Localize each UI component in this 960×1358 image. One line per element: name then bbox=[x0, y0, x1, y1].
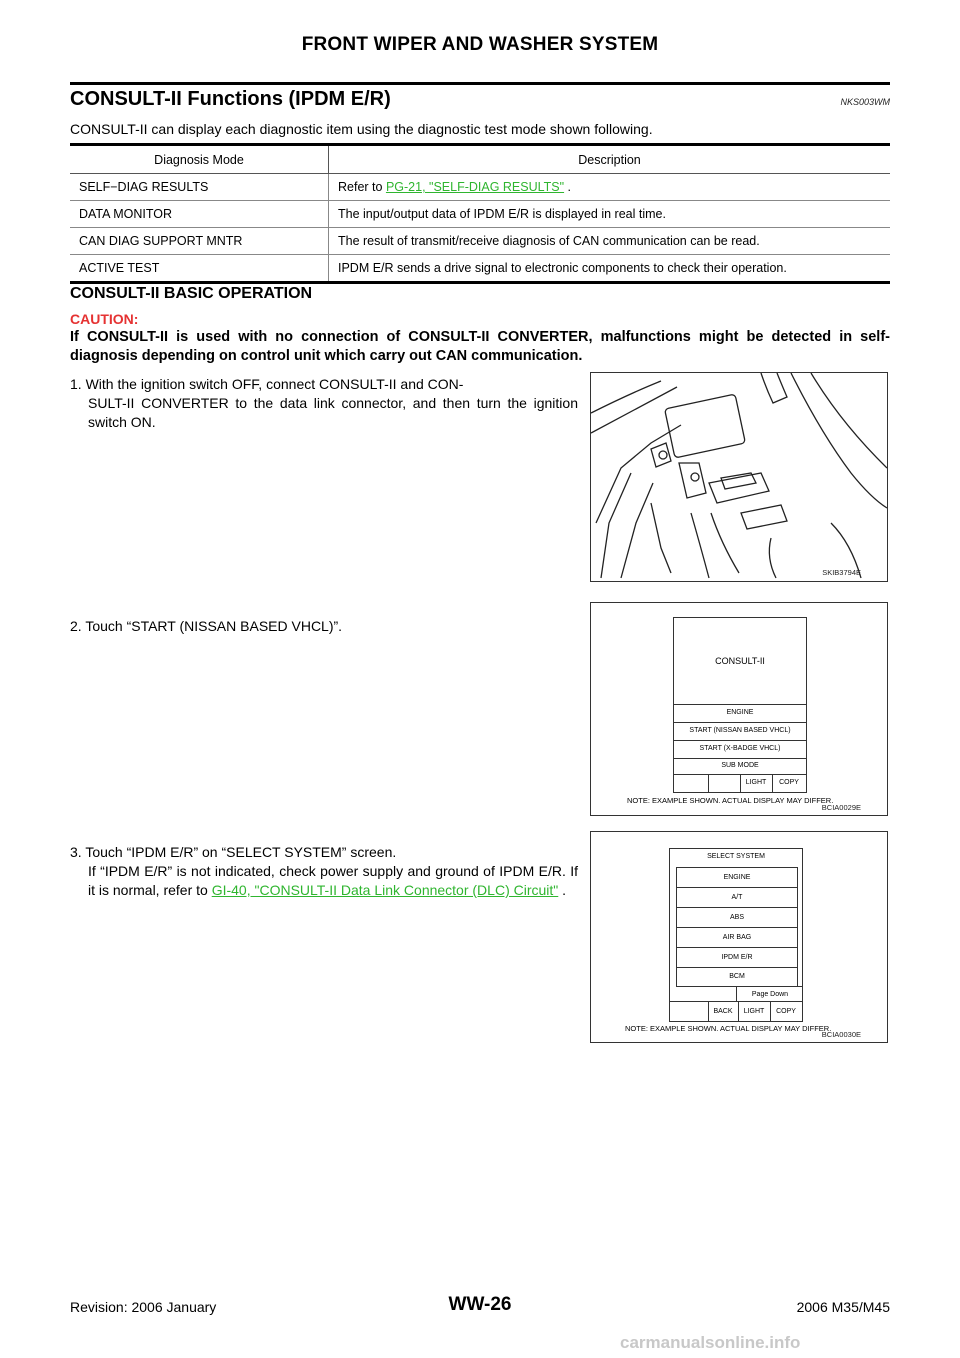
description-cell: The result of transmit/receive diagnosis of CAN communication can be read. bbox=[329, 228, 891, 255]
step-3-continuation bbox=[70, 862, 578, 900]
page-down-button[interactable]: Page Down bbox=[736, 986, 803, 1002]
header-rule bbox=[70, 82, 890, 85]
gi-40-link[interactable]: GI-40, "CONSULT-II Data Link Connector (DLC) Circuit" bbox=[211, 882, 559, 898]
system-item-abs[interactable]: ABS bbox=[677, 908, 797, 928]
table-row bbox=[70, 201, 890, 228]
basic-operation-title: CONSULT-II BASIC OPERATION bbox=[70, 285, 313, 302]
footer-model: 2006 M35/M45 bbox=[796, 1299, 890, 1315]
description-suffix: . bbox=[564, 180, 572, 194]
table-header-row bbox=[70, 145, 890, 174]
sub-mode-button[interactable]: SUB MODE bbox=[674, 758, 806, 775]
step-3-line bbox=[70, 843, 578, 862]
light-button[interactable]: LIGHT bbox=[740, 774, 773, 792]
step-text: If “IPDM E/R” is not indicated, check power supply and ground of IPDM E/R. If it is normal, refer to bbox=[88, 863, 578, 898]
step-text: With the ignition switch OFF, connect CONSULT-II and CON- bbox=[85, 376, 464, 392]
figure-data-link-connector bbox=[590, 372, 888, 582]
engine-button[interactable]: ENGINE bbox=[674, 704, 806, 723]
system-list bbox=[676, 867, 798, 987]
footer-revision: Revision: 2006 January bbox=[70, 1299, 217, 1315]
page-header-title: FRONT WIPER AND WASHER SYSTEM bbox=[301, 34, 659, 55]
figure-code: SKIB3794E bbox=[822, 568, 861, 577]
step-1-continuation: SULT-II CONVERTER to the data link connector, and then turn the ignition switch ON. bbox=[88, 395, 578, 430]
dashboard-illustration bbox=[591, 373, 887, 581]
table-row bbox=[70, 255, 890, 283]
system-item-at[interactable]: A/T bbox=[677, 888, 797, 908]
system-item-bcm[interactable]: BCM bbox=[729, 973, 745, 980]
system-item-engine[interactable]: ENGINE bbox=[677, 868, 797, 888]
start-nissan-based-vhcl-button[interactable]: START (NISSAN BASED VHCL) bbox=[674, 722, 806, 741]
watermark: carmanualsonline.info bbox=[620, 1333, 801, 1352]
step-1 bbox=[70, 375, 578, 432]
example-note: NOTE: EXAMPLE SHOWN. ACTUAL DISPLAY MAY DIFFER. bbox=[627, 796, 834, 805]
table-row bbox=[70, 228, 890, 255]
step-number: 3. bbox=[70, 844, 82, 860]
figure-code: BCIA0029E bbox=[821, 803, 861, 812]
step-2 bbox=[70, 617, 578, 636]
system-item-air-bag[interactable]: AIR BAG bbox=[677, 928, 797, 948]
example-note: NOTE: EXAMPLE SHOWN. ACTUAL DISPLAY MAY DIFFER. bbox=[625, 1024, 832, 1033]
consult-screen bbox=[673, 617, 807, 793]
mode-cell: CAN DIAG SUPPORT MNTR bbox=[70, 228, 329, 255]
copy-button[interactable]: COPY bbox=[779, 779, 799, 786]
screen-title: CONSULT-II bbox=[674, 618, 806, 705]
section-code: NKS003WM bbox=[840, 97, 890, 107]
description-text: Refer to bbox=[338, 180, 386, 194]
intro-text: CONSULT-II can display each diagnostic item using the diagnostic test mode shown following. bbox=[70, 121, 653, 137]
step-text: Touch “START (NISSAN BASED VHCL)”. bbox=[85, 618, 343, 634]
copy-button[interactable]: COPY bbox=[776, 1008, 796, 1015]
caution-text: If CONSULT-II is used with no connection of CONSULT-II CONVERTER, malfunctions might be detected in self-diagnosis depending on control unit which carry out CAN communication. bbox=[70, 329, 890, 364]
mode-cell: DATA MONITOR bbox=[70, 201, 329, 228]
figure-consult-screen bbox=[590, 602, 888, 816]
start-x-badge-vhcl-button[interactable]: START (X-BADGE VHCL) bbox=[674, 740, 806, 759]
mode-cell: ACTIVE TEST bbox=[70, 255, 329, 283]
screen-title: SELECT SYSTEM bbox=[707, 853, 765, 860]
column-header-description: Description bbox=[329, 145, 891, 174]
step-number: 2. bbox=[70, 618, 82, 634]
pg-21-link[interactable]: PG-21, "SELF-DIAG RESULTS" bbox=[385, 180, 565, 194]
system-item-ipdm-er[interactable]: IPDM E/R bbox=[677, 948, 797, 968]
table-row bbox=[70, 174, 890, 201]
step-1-line bbox=[70, 375, 578, 394]
step-text: Touch “IPDM E/R” on “SELECT SYSTEM” screen. bbox=[85, 844, 397, 860]
blank-cell bbox=[674, 774, 709, 792]
blank-cell bbox=[670, 1002, 709, 1021]
description-cell: The input/output data of IPDM E/R is displayed in real time. bbox=[329, 201, 891, 228]
mode-cell: SELF−DIAG RESULTS bbox=[70, 174, 329, 201]
section-title: CONSULT-II Functions (IPDM E/R) bbox=[70, 88, 391, 110]
step-2-line bbox=[70, 617, 578, 636]
column-header-mode: Diagnosis Mode bbox=[70, 145, 329, 174]
step-number: 1. bbox=[70, 376, 82, 392]
description-cell bbox=[329, 174, 891, 201]
back-button[interactable]: BACK bbox=[708, 1002, 739, 1021]
figure-select-system-screen bbox=[590, 831, 888, 1043]
light-button[interactable]: LIGHT bbox=[738, 1002, 771, 1021]
step-suffix: . bbox=[558, 882, 567, 898]
diagnosis-mode-table bbox=[70, 143, 890, 284]
caution-label: CAUTION: bbox=[70, 311, 139, 327]
step-3 bbox=[70, 843, 578, 900]
select-system-screen bbox=[669, 848, 803, 1022]
footer-page-number: WW-26 bbox=[448, 1294, 512, 1315]
description-cell: IPDM E/R sends a drive signal to electronic components to check their operation. bbox=[329, 255, 891, 283]
blank-cell bbox=[708, 774, 741, 792]
figure-code: BCIA0030E bbox=[821, 1030, 861, 1039]
